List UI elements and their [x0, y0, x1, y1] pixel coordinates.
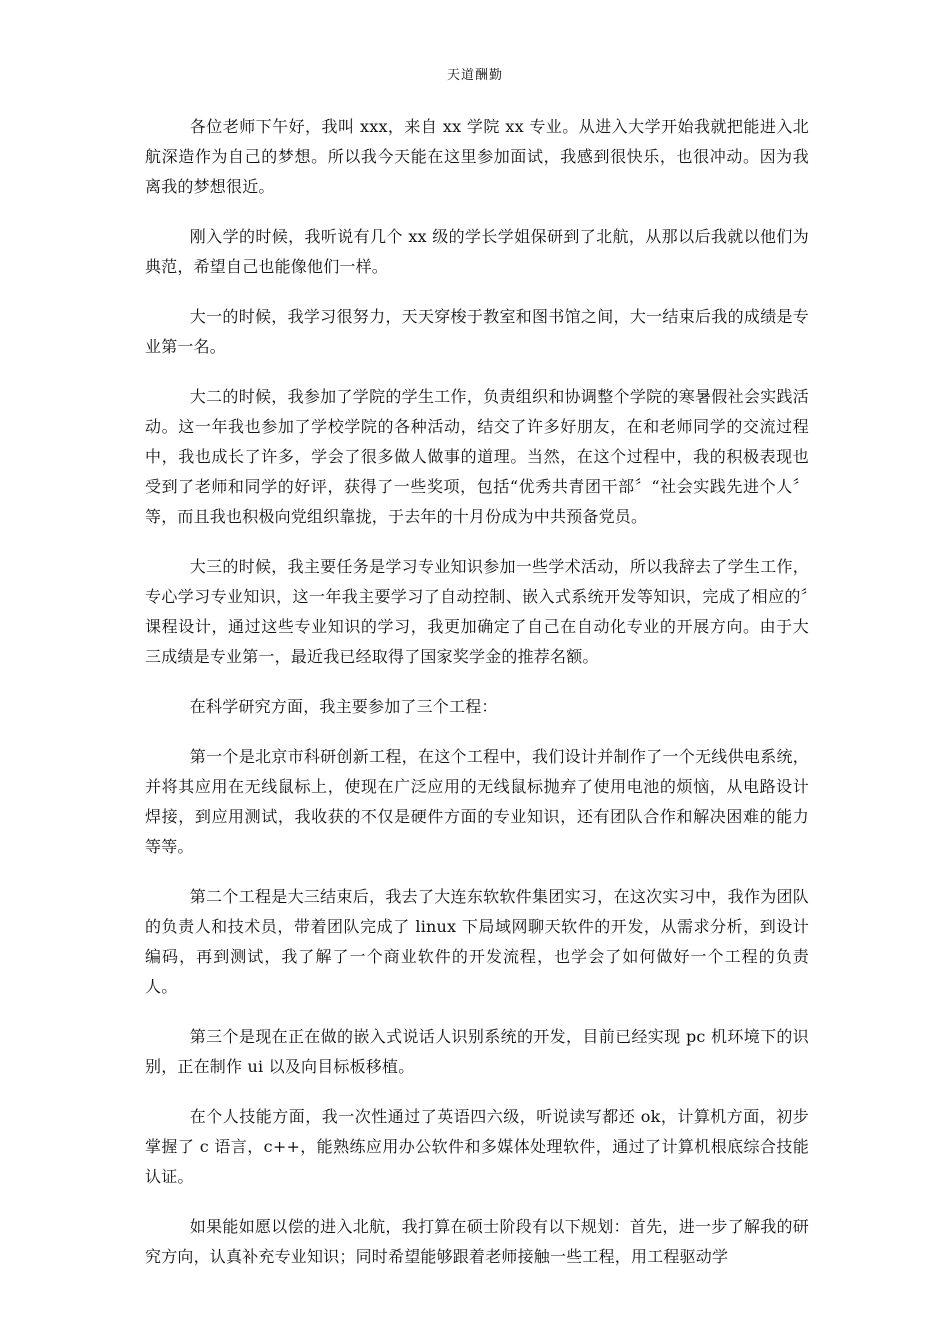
paragraph-junior: 大三的时候，我主要任务是学习专业知识参加一些学术活动，所以我辞去了学生工作，专心学习专业知识，这一年我主要学习了自动控制、嵌入式系统开发等知识，完成了相应的〞课程设计，通过这些专业知识的学习，我更加确定了自己在自动化专业的开展方向。由于大三成绩是专业第一，最近我已经取得了国家奖学金的推荐名额。: [145, 557, 809, 666]
paragraph-enrollment: 刚入学的时候，我听说有几个 xx 级的学长学姐保研到了北航，从那以后我就以他们为典范，希望自己也能像他们一样。: [145, 227, 809, 276]
page-header: 天道酬勤: [446, 68, 503, 83]
document-body: [145, 112, 809, 1292]
paragraph-project-two: 第二个工程是大三结束后，我去了大连东软软件集团实习，在这次实习中，我作为团队的负责人和技术员，带着团队完成了 linux 下局域网聊天软件的开发，从需求分析，到设计编码，再到测试，我了解了一个商业软件的开发流程，也学会了如何做好一个工程的负责人。: [145, 887, 809, 996]
paragraph-freshman: 大一的时候，我学习很努力，天天穿梭于教室和图书馆之间，大一结束后我的成绩是专业第一名。: [145, 307, 809, 356]
paragraph-research-intro: 在科学研究方面，我主要参加了三个工程：: [189, 697, 498, 716]
paragraph-intro: 各位老师下午好，我叫 xxx，来自 xx 学院 xx 专业。从进入大学开始我就把能进入北航深造作为自己的梦想。所以我今天能在这里参加面试，我感到很快乐，也很冲动。因为我离我的梦想很近。: [145, 117, 809, 196]
paragraph-sophomore: 大二的时候，我参加了学院的学生工作，负责组织和协调整个学院的寒暑假社会实践活动。这一年我也参加了学校学院的各种活动，结交了许多好朋友，在和老师同学的交流过程中，我也成长了许多，学会了很多做人做事的道理。当然，在这个过程中，我的积极表现也受到了老师和同学的好评，获得了一些奖项，包括“优秀共青团干部〞“社会实践先进个人〞等，而且我也积极向党组织靠拢，于去年的十月份成为中共预备党员。: [145, 387, 809, 526]
paragraph-plans: 如果能如愿以偿的进入北航，我打算在硕士阶段有以下规划：首先，进一步了解我的研究方向，认真补充专业知识；同时希望能够跟着老师接触一些工程，用工程驱动学: [145, 1217, 809, 1266]
paragraph-project-one: 第一个是北京市科研创新工程，在这个工程中，我们设计并制作了一个无线供电系统，并将其应用在无线鼠标上，使现在广泛应用的无线鼠标抛弃了使用电池的烦恼，从电路设计焊接，到应用测试，我收获的不仅是硬件方面的专业知识，还有团队合作和解决困难的能力等等。: [145, 747, 809, 856]
paragraph-project-three: 第三个是现在正在做的嵌入式说话人识别系统的开发，目前已经实现 pc 机环境下的识别，正在制作 ui 以及向目标板移植。: [145, 1027, 809, 1076]
paragraph-skills: 在个人技能方面，我一次性通过了英语四六级，听说读写都还 ok，计算机方面，初步掌握了 c 语言，c++，能熟练应用办公软件和多媒体处理软件，通过了计算机根底综合技能认证。: [145, 1107, 809, 1186]
